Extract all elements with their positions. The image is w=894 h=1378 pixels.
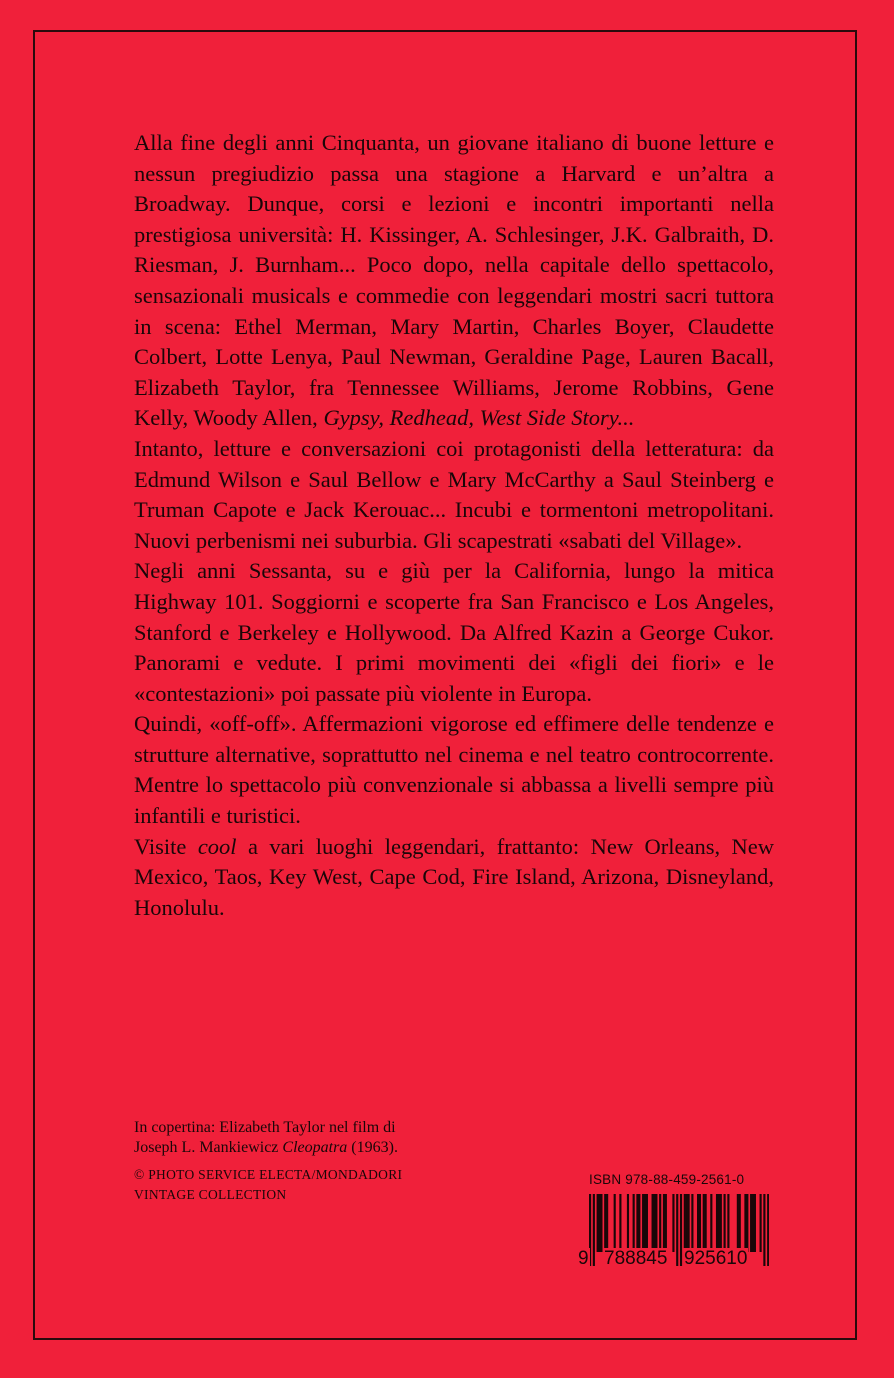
blurb-paragraph [134,832,774,924]
back-cover-blurb [134,128,774,923]
barcode-bar [724,1194,726,1252]
barcode-bar [614,1194,616,1252]
barcode-bar [646,1194,648,1252]
blurb-text: Intanto, letture e conversazioni coi protagonisti della letteratura: da Edmund Wilson e Saul Bellow e Mary McCarthy a Saul Steinberg e Truman Capote e Jack Kerouac... Incubi e tormentoni metropolitani. Nuovi perbenismi nei suburbia. Gli scapestrati «sabati del Village». [134,435,774,553]
blurb-paragraph [134,709,774,831]
barcode-bar [598,1194,600,1252]
barcode-bar [597,1194,599,1252]
blurb-text: a vari luoghi leggendari, frattanto: New Orleans, New Mexico, Taos, Key West, Cape Cod, Fire Island, Arizona, Disneyland, Honolulu. [134,833,774,920]
barcode-bar [754,1194,756,1252]
barcode-bar [720,1194,722,1252]
barcode-digits-right: 925610 [684,1248,748,1269]
blurb-text: Alla fine degli anni Cinquanta, un giovane italiano di buone letture e nessun pregiudizio passa una stagione a Harvard e un’altra a Broadway. Dunque, corsi e lezioni e incontri importanti nella prestigiosa università: H. Kissinger, A. Schlesinger, J.K. Galbraith, D. Riesman, J. Burnham... Poco dopo, nella capitale dello spettacolo, sensazionali musicals e commedie con leggendari mostri sacri tuttora in scena: Ethel Merman, Mary Martin, Charles Boyer, Claudette Colbert, Lotte Lenya, Paul Newman, Geraldine Page, Lauren Bacall, Elizabeth Taylor, fra Tennessee Williams, Jerome Robbins, Gene Kelly, Woody Allen, [134,130,774,431]
barcode-bar [636,1194,638,1252]
blurb-paragraph [134,556,774,709]
barcode-bar [739,1194,741,1252]
barcode-bar [655,1194,657,1252]
blurb-paragraph [134,128,774,434]
isbn-label: ISBN 978-88-459-2561-0 [589,1172,745,1187]
barcode-bar [665,1194,667,1252]
blurb-paragraph [134,434,774,556]
isbn-barcode [575,1168,775,1278]
barcode-bar [767,1194,769,1266]
barcode-bar [727,1194,729,1252]
barcode-bar [710,1194,712,1252]
barcode-bar [672,1194,674,1252]
barcode-bar [691,1194,693,1252]
barcode-bar [697,1194,699,1252]
barcode-bar [760,1194,762,1252]
barcode-bar [763,1194,765,1266]
barcode-bar [644,1194,646,1252]
barcode-bar [659,1194,661,1252]
barcode-bar [699,1194,701,1252]
barcode-bar [638,1194,640,1252]
barcode-bar [718,1194,720,1252]
blurb-italic-text: cool [197,833,237,859]
barcode-bar [663,1194,665,1252]
barcode-bar [676,1194,678,1266]
barcode-bar [600,1194,602,1252]
barcode-bar [619,1194,621,1252]
barcode-bar [642,1194,644,1252]
barcode-bar [744,1194,746,1252]
barcode-bar [653,1194,655,1252]
barcode-bar [737,1194,739,1252]
film-title: Cleopatra [282,1138,348,1156]
blurb-italic-text: Gypsy, Redhead, West Side Story... [323,405,635,431]
barcode-bar [750,1194,752,1252]
barcode-bar [686,1194,688,1252]
barcode-digit-lead: 9 [578,1248,589,1269]
cover-credits [134,1118,424,1204]
blurb-text: Negli anni Sessanta, su e giù per la California, lungo la mitica Highway 101. Soggiorni e scoperte fra San Francisco e Los Angeles, Stanford e Berkeley e Hollywood. Da Alfred Kazin a George Cukor. Panorami e vedute. I primi movimenti dei «figli dei fiori» e le «contestazioni» poi passate più violente in Europa. [134,558,774,706]
barcode-bar [752,1194,754,1252]
blurb-text: Visite [134,833,198,859]
barcode-bar [703,1194,705,1252]
barcode-bar [633,1194,635,1252]
barcode-bar [680,1194,682,1266]
photo-credit: © PHOTO SERVICE ELECTA/MONDADORI VINTAGE COLLECTION [134,1167,403,1202]
barcode-bar [606,1194,608,1252]
barcode-bar [746,1194,748,1252]
barcode-bar [716,1194,718,1252]
blurb-text: Quindi, «off-off». Affermazioni vigorose ed effimere delle tendenze e strutture alternative, soprattutto nel cinema e nel teatro controcorrente. Mentre lo spettacolo più convenzionale si abbassa a livelli sempre più infantili e turistici. [134,711,774,829]
barcode-bar [705,1194,707,1252]
barcode-bar [627,1194,629,1252]
barcode-bar [684,1194,686,1252]
cover-caption: In copertina: Elizabeth Taylor nel film di Joseph L. Mankiewicz Cleopatra (1963). [134,1119,398,1156]
barcode-bar [604,1194,606,1252]
barcode-digits-left: 788845 [604,1248,668,1269]
barcode-bar [652,1194,654,1252]
barcode-bar [593,1194,595,1266]
barcode-bar [688,1194,690,1252]
